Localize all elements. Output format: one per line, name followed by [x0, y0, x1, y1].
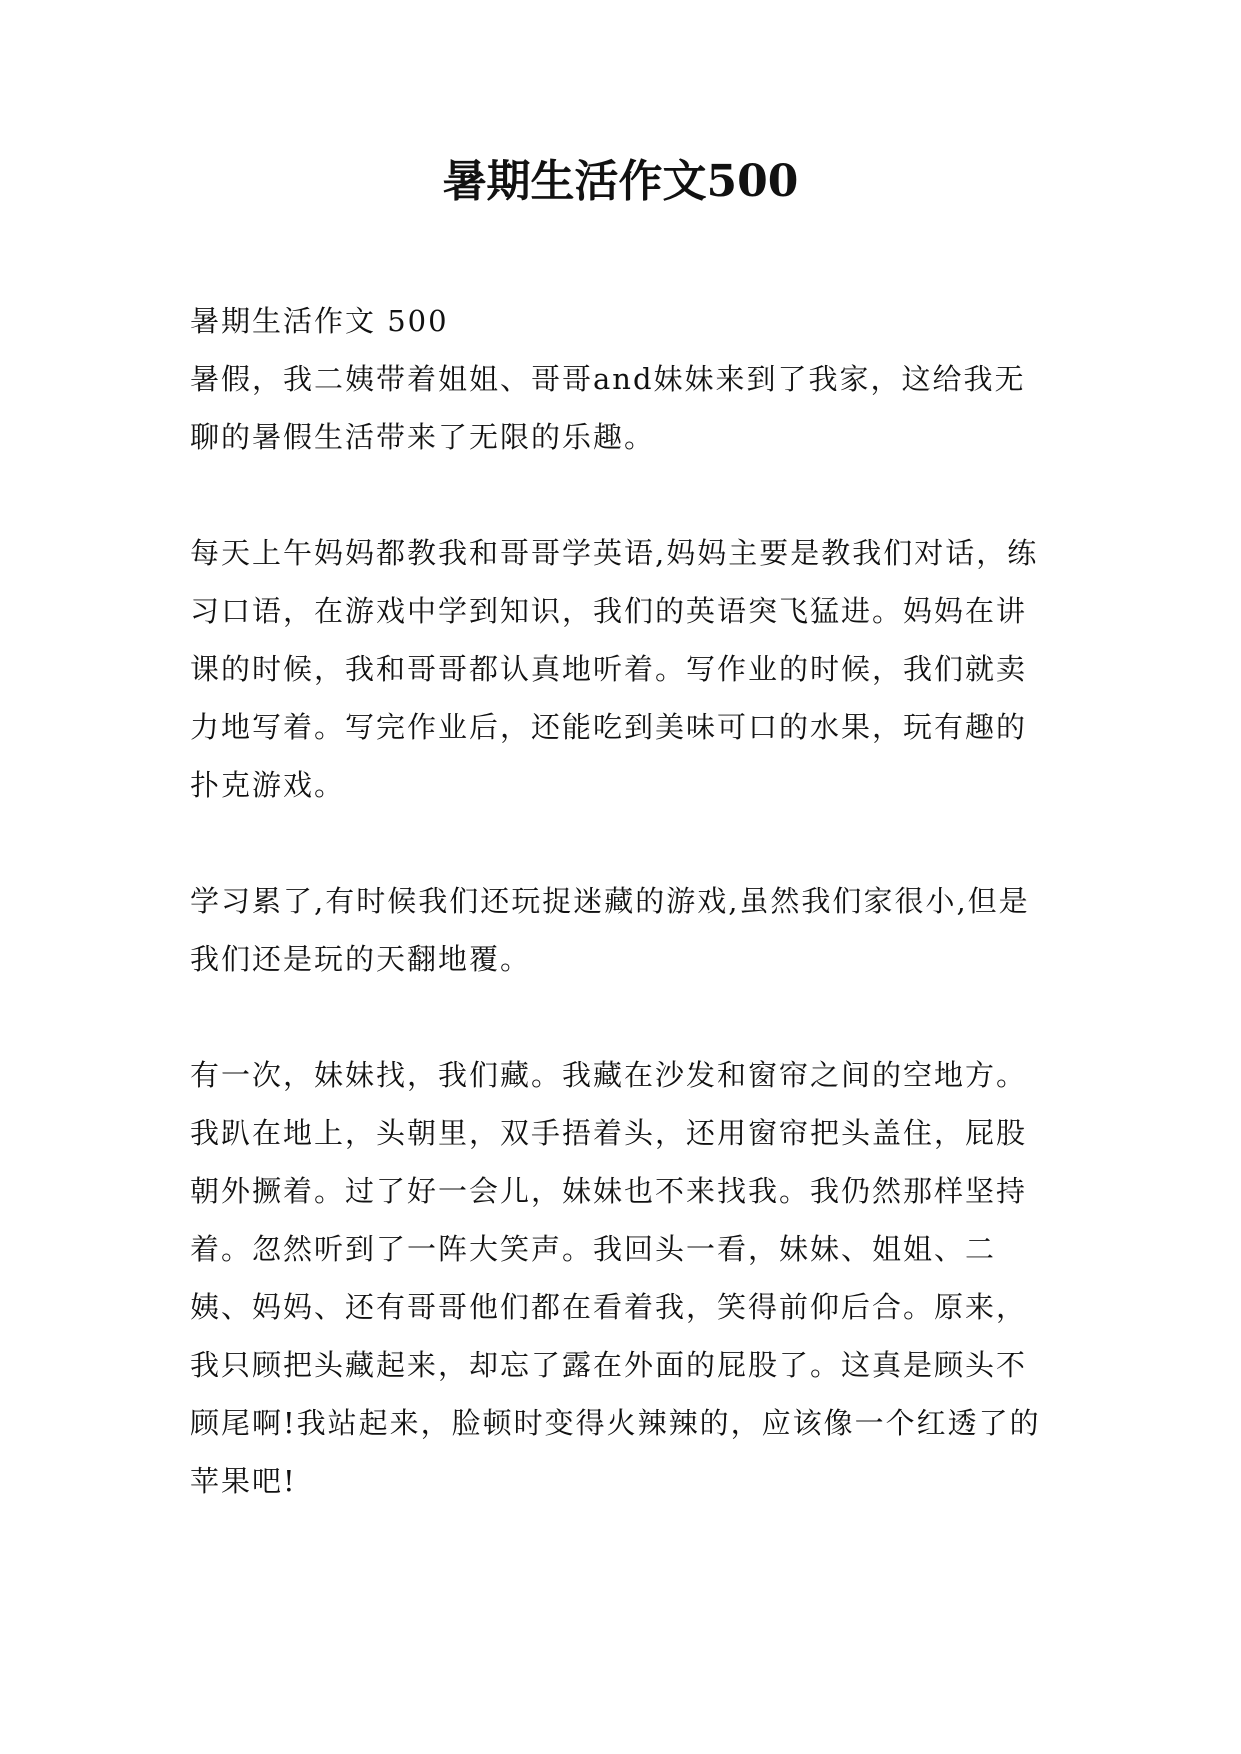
document-subtitle: 暑期生活作文 500 [190, 304, 449, 338]
document-body [190, 292, 1055, 1510]
paragraph-gap [190, 988, 1055, 1046]
paragraph-4: 有一次，妹妹找，我们藏。我藏在沙发和窗帘之间的空地方。我趴在地上，头朝里，双手捂着头，还用窗帘把头盖住，屁股朝外撅着。过了好一会儿，妹妹也不来找我。我仍然那样坚持着。忽然听到了一阵大笑声。我回头一看，妹妹、姐姐、二姨、妈妈、还有哥哥他们都在看着我，笑得前仰后合。原来，我只顾把头藏起来，却忘了露在外面的屁股了。这真是顾头不顾尾啊!我站起来，脸顿时变得火辣辣的，应该像一个红透了的苹果吧! [190, 1058, 1041, 1498]
paragraph-gap [190, 814, 1055, 872]
paragraph-3: 学习累了,有时候我们还玩捉迷藏的游戏,虽然我们家很小,但是我们还是玩的天翻地覆。 [190, 884, 1030, 976]
paragraph-gap [190, 466, 1055, 524]
paragraph-2: 每天上午妈妈都教我和哥哥学英语,妈妈主要是教我们对话，练习口语，在游戏中学到知识，我们的英语突飞猛进。妈妈在讲课的时候，我和哥哥都认真地听着。写作业的时候，我们就卖力地写着。写完作业后，还能吃到美味可口的水果，玩有趣的扑克游戏。 [190, 536, 1039, 802]
document-title: 暑期生活作文500 [442, 156, 799, 207]
paragraph-1: 暑假，我二姨带着姐姐、哥哥and妹妹来到了我家，这给我无聊的暑假生活带来了无限的乐趣。 [190, 362, 1026, 454]
